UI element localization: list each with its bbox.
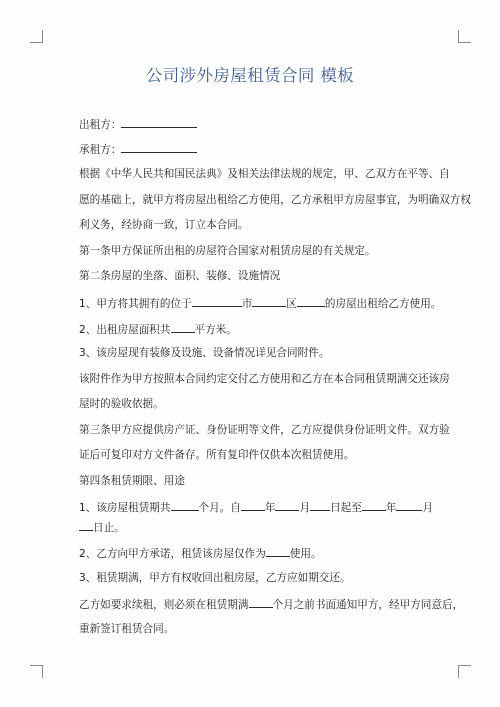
renewal-text-b: 个月之前书面通知甲方，经甲方同意后， — [272, 599, 464, 611]
article-2-item-2-text-b: 平方米。 — [194, 324, 237, 336]
start-year-blank — [241, 499, 265, 511]
article-4-heading: 第四条租赁期限、用途 — [79, 475, 185, 487]
intro-line-1: 根据《中华人民共和国民法典》及相关法律法规的规定，甲、乙双方在平等、自 — [79, 168, 450, 180]
article-4-item-1-text-e: 日起至 — [330, 502, 362, 514]
crop-mark-bottom-right — [458, 665, 471, 678]
lessor-blank — [121, 116, 197, 128]
crop-mark-top-right — [458, 30, 471, 43]
lessee-line — [79, 141, 197, 157]
article-2-item-2-text-a: 2、出租房屋面积共 — [79, 324, 171, 336]
article-2-note-2: 屋时的验收依据。 — [79, 398, 164, 410]
start-day-blank — [310, 499, 330, 511]
article-3-line-2: 证后可复印对方文件备存。所有复印件仅供本次租赁使用。 — [79, 449, 355, 461]
lessor-line — [79, 116, 197, 132]
article-4-item-1-text-f: 年 — [385, 502, 397, 514]
article-2-item-1-text-a: 1、甲方将其拥有的位于 — [79, 298, 192, 310]
area-blank — [171, 321, 195, 333]
article-4-item-2-text-a: 2、乙方向甲方承诺，租赁该房屋仅作为 — [79, 548, 266, 560]
article-2-note-1: 该附件作为甲方按照本合同约定交付乙方使用和乙方在本合同租赁期满交还该房 — [79, 373, 450, 385]
purpose-blank — [266, 545, 290, 557]
address-blank — [297, 295, 325, 307]
article-4-item-1 — [79, 499, 433, 515]
start-month-blank — [275, 499, 299, 511]
crop-mark-bottom-left — [30, 665, 43, 678]
article-3-line-1: 第三条甲方应提供房产证、身份证明等文件，乙方应提供身份证明文件。双方验 — [79, 424, 450, 436]
article-4-item-1-text-a: 1、该房屋租赁期共 — [79, 502, 171, 514]
article-2-item-3: 3、该房屋现有装修及设施、设备情况详见合同附件。 — [79, 347, 330, 359]
article-2-item-1-text-c: 区 — [286, 298, 297, 310]
lessee-label: 承租方： — [79, 144, 122, 156]
article-2-item-1 — [79, 295, 441, 311]
article-1: 第一条甲方保证所出租的房屋符合国家对租赁房屋的有关规定。 — [79, 245, 376, 257]
article-4-item-2 — [79, 545, 322, 561]
renewal-line-1 — [79, 596, 463, 612]
notice-months-blank — [249, 596, 273, 608]
article-4-item-1-text-c: 年 — [264, 502, 276, 514]
months-blank — [171, 499, 199, 511]
city-blank — [192, 295, 242, 307]
article-2-item-2 — [79, 321, 237, 337]
intro-line-2: 愿的基础上，就甲方将房屋出租给乙方使用，乙方承租甲方房屋事宜，为明确双方权 — [79, 194, 471, 206]
article-2-heading: 第二条房屋的坐落、面积、装修、设施情况 — [79, 270, 281, 282]
lessee-blank — [121, 141, 197, 153]
article-2-item-1-text-b: 市 — [241, 298, 253, 310]
article-4-item-1-text-b: 个月。自 — [198, 502, 241, 514]
article-4-item-1-text-d: 月 — [299, 502, 311, 514]
lessor-label: 出租方： — [79, 119, 122, 131]
article-4-item-3: 3、租赁期满，甲方有权收回出租房屋，乙方应如期交还。 — [79, 572, 351, 584]
renewal-line-2: 重新签订租赁合同。 — [79, 623, 175, 635]
document-title: 公司涉外房屋租赁合同 模板 — [145, 66, 355, 85]
district-blank — [252, 295, 286, 307]
end-month-blank — [396, 499, 422, 511]
intro-line-3: 利义务，经协商一致，订立本合同。 — [79, 219, 249, 231]
end-day-blank — [79, 519, 93, 531]
crop-mark-top-left — [30, 30, 43, 43]
article-4-item-1-text-h: 日止。 — [93, 522, 125, 534]
article-4-item-1-continued — [79, 519, 125, 535]
article-2-item-1-text-d: 的房屋出租给乙方使用。 — [324, 298, 442, 310]
renewal-text-a: 乙方如要求续租，则必须在租赁期满 — [79, 599, 249, 611]
article-4-item-2-text-b: 使用。 — [289, 548, 322, 560]
article-4-item-1-text-g: 月 — [422, 502, 434, 514]
end-year-blank — [362, 499, 386, 511]
